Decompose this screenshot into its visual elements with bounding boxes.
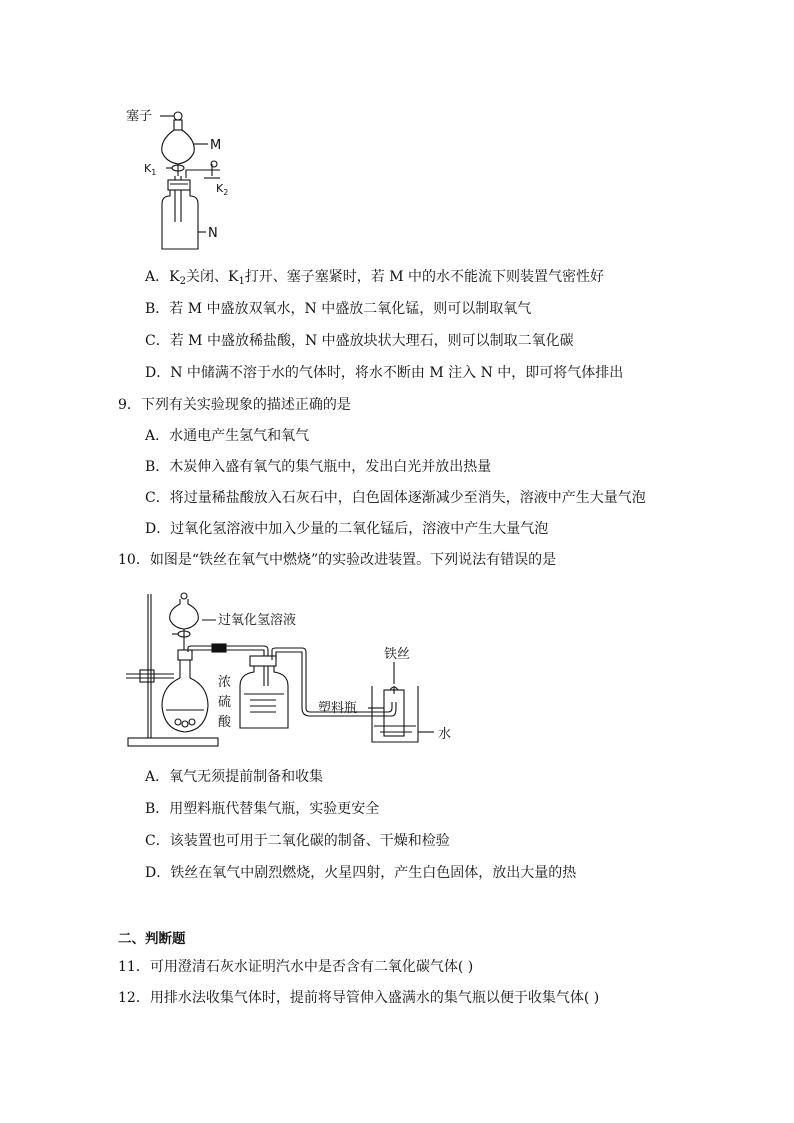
q10-option-d: D．铁丝在氧气中剧烈燃烧，火星四射，产生白色固体，放出大量的热 (145, 865, 577, 881)
q8-option-c: C．若 M 中盛放稀盐酸，N 中盛放块状大理石，则可以制取二氧化碳 (145, 333, 574, 349)
q10-stem: 10．如图是“铁丝在氧气中燃烧”的实验改进装置。下列说法有错误的是 (118, 552, 557, 568)
n-label: N (208, 226, 218, 241)
q8-option-b: B．若 M 中盛放双氧水，N 中盛放二氧化锰，则可以制取氧气 (145, 301, 532, 317)
acid-label-2: 硫 (218, 695, 232, 710)
section-title: 二、判断题 (118, 931, 186, 947)
q9-option-a: A．水通电产生氢气和氧气 (145, 428, 310, 444)
h2o2-label: 过氧化氢溶液 (218, 613, 297, 628)
judgement-item-12: 12．用排水法收集气体时，提前将导管伸入盛满水的集气瓶以便于收集气体( ) (118, 990, 600, 1006)
q9-option-c: C．将过量稀盐酸放入石灰石中，白色固体逐渐减少至消失，溶液中产生大量气泡 (145, 490, 646, 506)
k1-label: $K_1$ (144, 162, 157, 177)
plastic-bottle-label: 塑料瓶 (318, 701, 358, 716)
m-label: M (210, 138, 222, 153)
iron-wire-label: 铁丝 (384, 647, 411, 662)
q8-option-a: A．$K_2$关闭、$K_1$打开、塞子塞紧时，若 M 中的水不能流下则装置气密性好 (145, 269, 605, 287)
acid-label-3: 酸 (218, 715, 232, 730)
q9-option-b: B．木炭伸入盛有氧气的集气瓶中，发出白光并放出热量 (145, 459, 492, 475)
apparatus-figure-2 (122, 590, 472, 752)
q10-option-c: C．该装置也可用于二氧化碳的制备、干燥和检验 (145, 833, 450, 849)
q10-option-a: A．氧气无须提前制备和收集 (145, 769, 324, 785)
acid-label-1: 浓 (218, 675, 232, 690)
water-label: 水 (438, 727, 452, 742)
q9-stem: 9．下列有关实验现象的描述正确的是 (118, 397, 351, 413)
q9-option-d: D．过氧化氢溶液中加入少量的二氧化锰后，溶液中产生大量气泡 (145, 521, 549, 537)
judgement-item-11: 11．可用澄清石灰水证明汽水中是否含有二氧化碳气体( ) (118, 959, 474, 975)
apparatus-figure-1 (120, 104, 240, 254)
stopper-label: 塞子 (126, 109, 153, 124)
k2-label: $K_2$ (216, 182, 229, 197)
q10-option-b: B．用塑料瓶代替集气瓶，实验更安全 (145, 801, 380, 817)
q8-option-d: D．N 中储满不溶于水的气体时，将水不断由 M 注入 N 中，即可将气体排出 (145, 365, 624, 381)
